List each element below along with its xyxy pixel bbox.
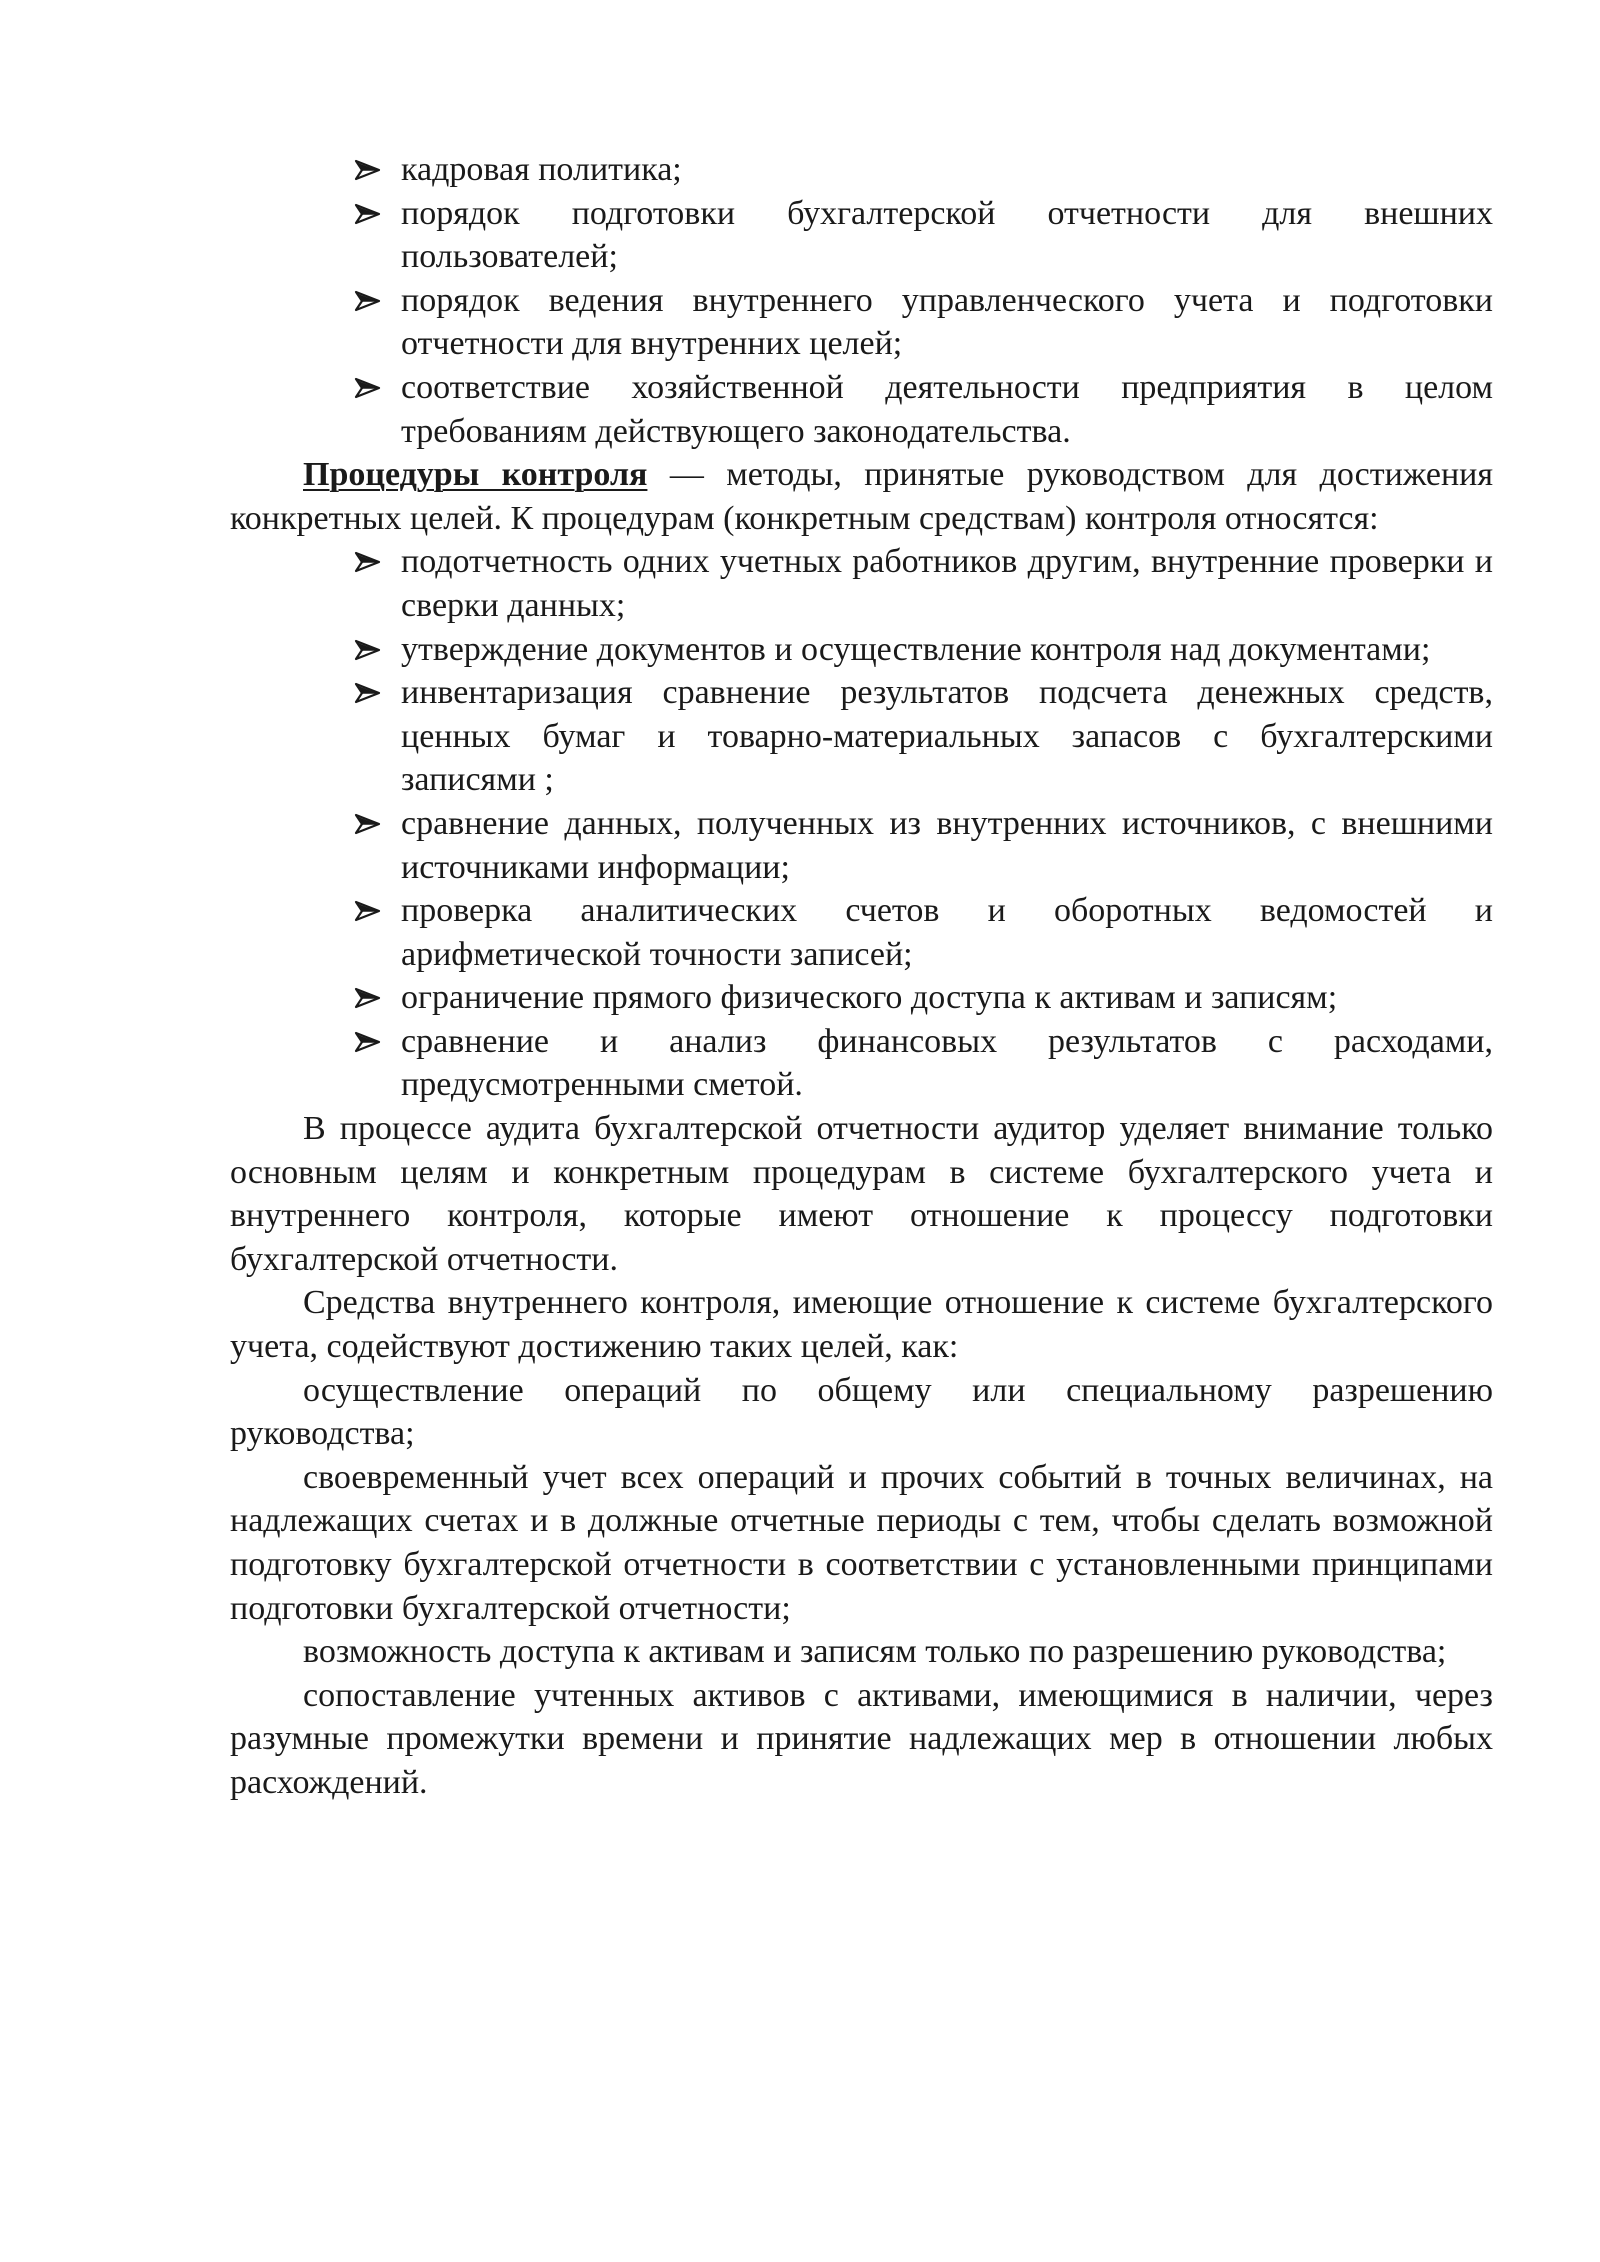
list-item-text: ограничение прямого физического доступа к активам и записям;	[401, 979, 1338, 1017]
arrow-bullet-icon	[353, 279, 387, 322]
list-item	[401, 148, 1493, 192]
arrow-bullet-icon	[353, 192, 387, 235]
document-page	[230, 148, 1493, 1805]
list-item	[401, 1020, 1493, 1107]
list-item	[401, 976, 1493, 1020]
arrow-bullet-icon	[353, 148, 387, 191]
list-item-text: подотчетность одних учетных работников другим, внутренние проверки и сверки данных;	[401, 543, 1493, 624]
arrow-bullet-icon	[353, 628, 387, 671]
list-item	[401, 366, 1493, 453]
list-item	[401, 279, 1493, 366]
arrow-bullet-icon	[353, 540, 387, 583]
body-paragraph: сопоставление учтенных активов с активами, имеющимися в наличии, через разумные промежутки времени и принятие надлежащих мер в отношении любых расхождений.	[230, 1676, 1493, 1801]
defined-term: Процедуры контроля	[303, 456, 648, 494]
list-item	[401, 889, 1493, 976]
arrow-bullet-icon	[353, 802, 387, 845]
list-item-text: инвентаризация сравнение результатов подсчета денежных средств, ценных бумаг и товарно-материальных запасов с бухгалтерскими записями ;	[401, 674, 1493, 799]
bullet-list-control-procedures	[230, 540, 1493, 1107]
body-paragraph: Средства внутреннего контроля, имеющие отношение к системе бухгалтерского учета, содействуют достижению таких целей, как:	[230, 1284, 1493, 1366]
list-item-text: соответствие хозяйственной деятельности предприятия в целом требованиям действующего законодательства.	[401, 368, 1493, 450]
list-item-text: утверждение документов и осуществление контроля над документами;	[401, 630, 1431, 668]
arrow-bullet-icon	[353, 889, 387, 932]
list-item-text: сравнение и анализ финансовых результатов с расходами, предусмотренными сметой.	[401, 1022, 1493, 1104]
list-item-text: кадровая политика;	[401, 151, 682, 188]
list-item	[401, 540, 1493, 627]
definition-paragraph	[230, 453, 1493, 540]
body-paragraph: В процессе аудита бухгалтерской отчетности аудитор уделяет внимание только основным целям и конкретным процедурам в системе бухгалтерского учета и внутреннего контроля, которые имеют отношение к процессу подготовки бухгалтерской отчетности.	[230, 1110, 1493, 1278]
list-item-text: проверка аналитических счетов и оборотных ведомостей и арифметической точности записей;	[401, 892, 1493, 973]
arrow-bullet-icon	[353, 366, 387, 409]
list-item	[401, 802, 1493, 889]
arrow-bullet-icon	[353, 1020, 387, 1063]
list-item	[401, 192, 1493, 279]
list-item	[401, 671, 1493, 802]
bullet-list-policies	[230, 148, 1493, 453]
list-item-text: сравнение данных, полученных из внутренних источников, с внешними источниками информации;	[401, 804, 1493, 886]
list-item	[401, 628, 1493, 672]
body-paragraph: осуществление операций по общему или специальному разрешению руководства;	[230, 1371, 1493, 1453]
body-paragraph: возможность доступа к активам и записям только по разрешению руководства;	[303, 1633, 1447, 1671]
definition-text: — методы, принятые руководством для достижения конкретных целей. К процедурам (конкретным средствам) контроля относятся:	[230, 456, 1493, 537]
body-paragraph: своевременный учет всех операций и прочих событий в точных величинах, на надлежащих счетах и в должные отчетные периоды с тем, чтобы сделать возможной подготовку бухгалтерской отчетности в соответствии с установленными принципами подготовки бухгалтерской отчетности;	[230, 1458, 1493, 1627]
arrow-bullet-icon	[353, 671, 387, 714]
arrow-bullet-icon	[353, 976, 387, 1019]
list-item-text: порядок ведения внутреннего управленческого учета и подготовки отчетности для внутренних целей;	[401, 281, 1493, 363]
list-item-text: порядок подготовки бухгалтерской отчетности для внешних пользователей;	[401, 194, 1493, 276]
